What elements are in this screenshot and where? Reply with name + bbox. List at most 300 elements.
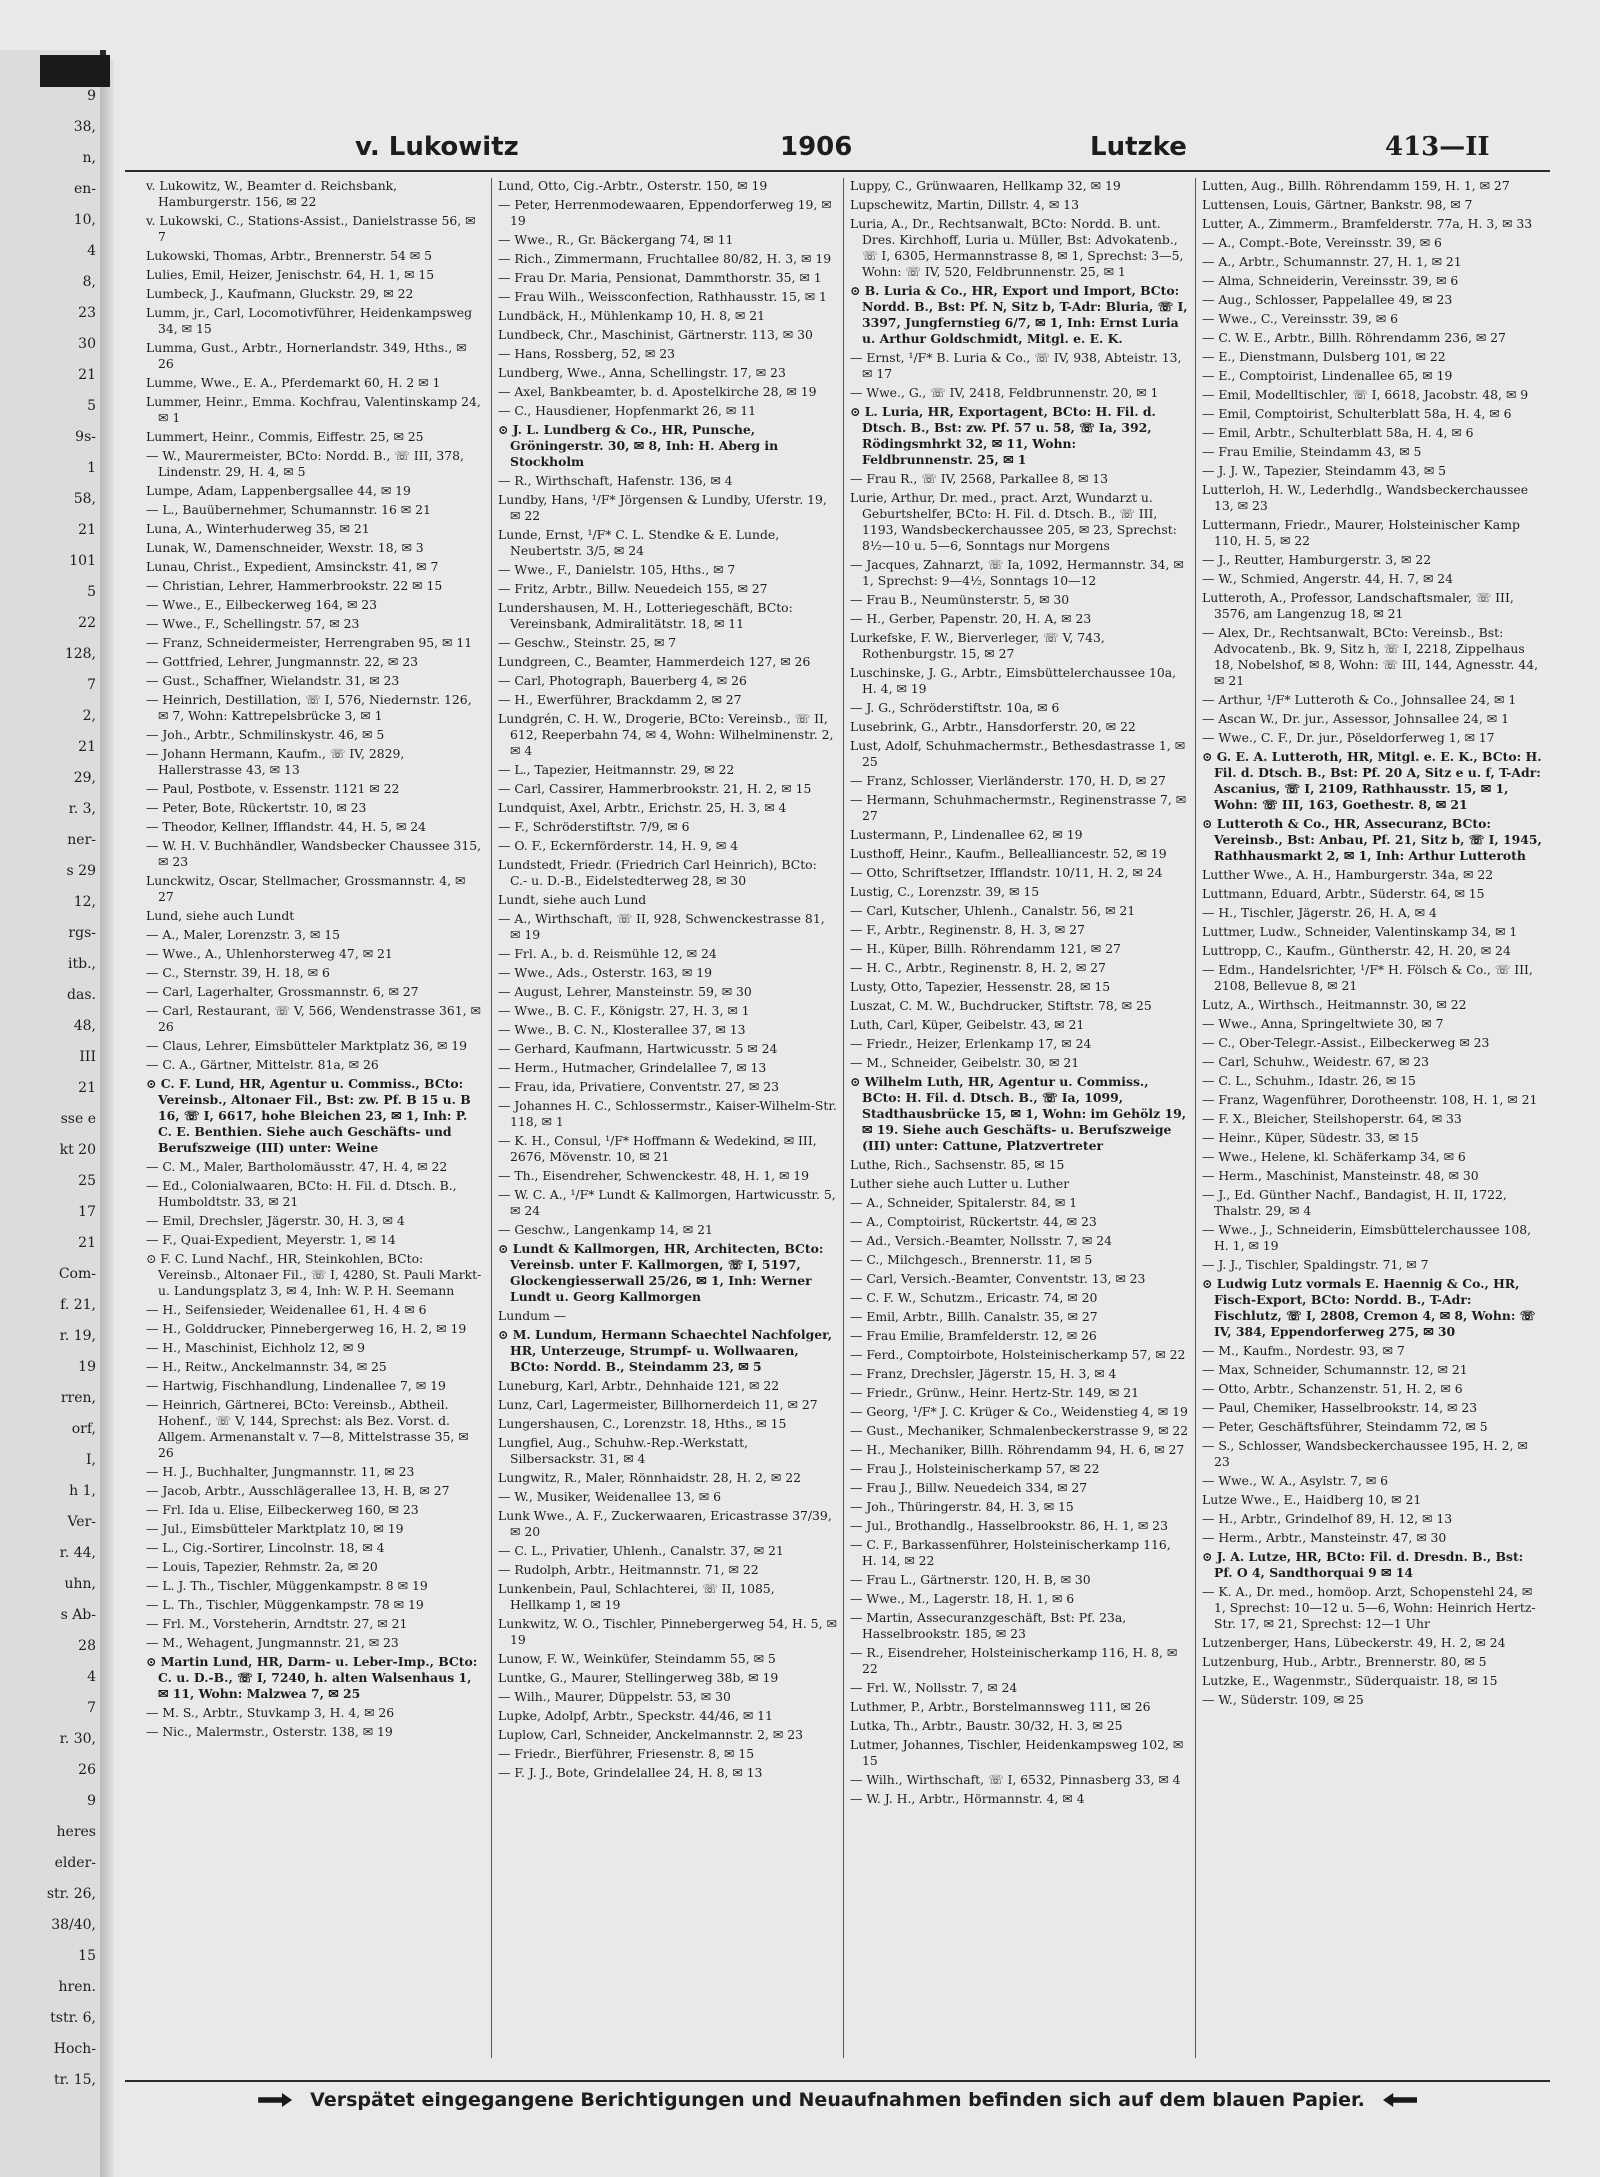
directory-entry: Luthe, Rich., Sachsenstr. 85, ✉ 15 bbox=[850, 1157, 1065, 1172]
directory-entry: Lustig, C., Lorenzstr. 39, ✉ 15 bbox=[850, 884, 1040, 899]
directory-entry: — Ascan W., Dr. jur., Assessor, Johnsallee 24, ✉ 1 bbox=[1202, 711, 1509, 726]
directory-entry: — Emil, Comptoirist, Schulterblatt 58a, H. 4, ✉ 6 bbox=[1202, 406, 1512, 421]
directory-entry: ⊙ J. A. Lutze, HR, BCto: Fil. d. Dresdn. B., Bst: Pf. O 4, Sandthorquai 9 ✉ 14 bbox=[1202, 1549, 1524, 1580]
prev-page-fragment: itb., bbox=[68, 956, 96, 972]
prev-page-fragment: 7 bbox=[87, 677, 96, 693]
directory-entry: — Wwe., J., Schneiderin, Eimsbüttelerchaussee 108, H. 1, ✉ 19 bbox=[1202, 1222, 1532, 1253]
directory-columns bbox=[140, 178, 1550, 2058]
directory-entry: — C., Ober-Telegr.-Assist., Eilbeckerweg ✉ 23 bbox=[1202, 1035, 1490, 1050]
directory-entry: — C. W. E., Arbtr., Billh. Röhrendamm 236, ✉ 27 bbox=[1202, 330, 1506, 345]
directory-entry: — Herm., Maschinist, Mansteinstr. 48, ✉ 30 bbox=[1202, 1168, 1479, 1183]
directory-entry: — Frl. W., Nollsstr. 7, ✉ 24 bbox=[850, 1680, 1018, 1695]
prev-page-fragment: sse e bbox=[60, 1111, 96, 1127]
directory-entry: Luttropp, C., Kaufm., Güntherstr. 42, H. 20, ✉ 24 bbox=[1202, 943, 1511, 958]
directory-entry: Lundbeck, Chr., Maschinist, Gärtnerstr. 113, ✉ 30 bbox=[498, 327, 813, 342]
directory-entry: — Arthur, ¹/F* Lutteroth & Co., Johnsallee 24, ✉ 1 bbox=[1202, 692, 1517, 707]
directory-entry: — Max, Schneider, Schumannstr. 12, ✉ 21 bbox=[1202, 1362, 1468, 1377]
prev-page-fragment: tstr. 6, bbox=[50, 2010, 96, 2026]
prev-page-fragment: 2, bbox=[82, 708, 96, 724]
directory-entry: ⊙ G. E. A. Lutteroth, HR, Mitgl. e. E. K., BCto: H. Fil. d. Dtsch. B., Bst: Pf. 20 A, Sitz e u. f, T-Adr: Ascanius, ☏ I, 2109, Rathhausstr. 15, ✉ 1, Wohn: ☏ III, 163, Goethestr. 8, ✉ 21 bbox=[1202, 749, 1542, 812]
directory-entry: — O. F., Eckernförderstr. 14, H. 9, ✉ 4 bbox=[498, 838, 739, 853]
directory-entry: ⊙ F. C. Lund Nachf., HR, Steinkohlen, BCto: Vereinsb., Altonaer Fil., ☏ I, 4280, St. Pauli Markt- u. Landungsplatz 3, ✉ 4, Inh: W. P. H. Seemann bbox=[146, 1251, 482, 1298]
directory-entry: — Axel, Bankbeamter, b. d. Apostelkirche 28, ✉ 19 bbox=[498, 384, 817, 399]
prev-page-fragment: 15 bbox=[78, 1948, 96, 1964]
directory-entry: — M., Schneider, Geibelstr. 30, ✉ 21 bbox=[850, 1055, 1080, 1070]
directory-entry: — J., Reutter, Hamburgerstr. 3, ✉ 22 bbox=[1202, 552, 1432, 567]
directory-entry: v. Lukowski, C., Stations-Assist., Danielstrasse 56, ✉ 7 bbox=[146, 213, 476, 244]
directory-entry: — Heinr., Küper, Südestr. 33, ✉ 15 bbox=[1202, 1130, 1419, 1145]
prev-page-fragment: rgs- bbox=[68, 925, 96, 941]
prev-page-fragment: 38, bbox=[73, 119, 96, 135]
directory-entry: — R., Eisendreher, Holsteinischerkamp 116, H. 8, ✉ 22 bbox=[850, 1645, 1178, 1676]
directory-entry: — Friedr., Heizer, Erlenkamp 17, ✉ 24 bbox=[850, 1036, 1092, 1051]
directory-entry: — Gerhard, Kaufmann, Hartwicusstr. 5 ✉ 24 bbox=[498, 1041, 778, 1056]
prev-page-fragment: r. 30, bbox=[59, 1731, 96, 1747]
directory-entry: — Gust., Mechaniker, Schmalenbeckerstrasse 9, ✉ 22 bbox=[850, 1423, 1189, 1438]
directory-entry: ⊙ Martin Lund, HR, Darm- u. Leber-Imp., BCto: C. u. D.-B., ☏ I, 7240, h. alten Walsenhaus 1, ✉ 11, Wohn: Malzwea 7, ✉ 25 bbox=[146, 1654, 478, 1701]
directory-entry: — L. Th., Tischler, Müggenkampstr. 78 ✉ 19 bbox=[146, 1597, 424, 1612]
directory-entry: Lurkefske, F. W., Bierverleger, ☏ V, 743, Rothenburgstr. 15, ✉ 27 bbox=[850, 630, 1105, 661]
prev-page-fragment: ner- bbox=[67, 832, 96, 848]
directory-entry: Luttmann, Eduard, Arbtr., Süderstr. 64, ✉ 15 bbox=[1202, 886, 1485, 901]
directory-entry: Lutzenburg, Hub., Arbtr., Brennerstr. 80, ✉ 5 bbox=[1202, 1654, 1487, 1669]
directory-entry: — Alex, Dr., Rechtsanwalt, BCto: Vereinsb., Bst: Advocatenb., Bk. 9, Sitz h, ☏ I, 2218, Zippelhaus 18, Nobelshof, ✉ 8, Wohn: ☏ III, 144, Agnesstr. 44, ✉ 21 bbox=[1202, 625, 1539, 688]
directory-entry: — Carl, Restaurant, ☏ V, 566, Wendenstrasse 361, ✉ 26 bbox=[146, 1003, 481, 1034]
directory-entry: — Frau J., Billw. Neuedeich 334, ✉ 27 bbox=[850, 1480, 1088, 1495]
prev-page-fragment: I, bbox=[86, 1452, 96, 1468]
prev-page-fragment: heres bbox=[56, 1824, 96, 1840]
directory-entry: Lundbäck, H., Mühlenkamp 10, H. 8, ✉ 21 bbox=[498, 308, 765, 323]
directory-entry: — E., Dienstmann, Dulsberg 101, ✉ 22 bbox=[1202, 349, 1446, 364]
directory-entry: — Franz, Drechsler, Jägerstr. 15, H. 3, ✉ 4 bbox=[850, 1366, 1117, 1381]
directory-entry: Lunau, Christ., Expedient, Amsinckstr. 41, ✉ 7 bbox=[146, 559, 439, 574]
directory-entry: Luszat, C. M. W., Buchdrucker, Stiftstr. 78, ✉ 25 bbox=[850, 998, 1152, 1013]
directory-entry: ⊙ Wilhelm Luth, HR, Agentur u. Commiss., BCto: H. Fil. d. Dtsch. B., ☏ Ia, 1099, Stadthausbrücke 15, ✉ 1, Wohn: im Gehölz 19, ✉ 19. Siehe auch Geschäfts- u. Berufszweige (III) unter: Cattune, Platzvertreter bbox=[850, 1074, 1187, 1153]
prev-page-fragment: Hoch- bbox=[53, 2041, 96, 2057]
directory-entry: — Ferd., Comptoirbote, Holsteinischerkamp 57, ✉ 22 bbox=[850, 1347, 1186, 1362]
directory-entry: — Franz, Schneidermeister, Herrengraben 95, ✉ 11 bbox=[146, 635, 473, 650]
prev-page-fragment: h 1, bbox=[69, 1483, 96, 1499]
directory-entry: — Martin, Assecuranzgeschäft, Bst: Pf. 23a, Hasselbrookstr. 185, ✉ 23 bbox=[850, 1610, 1127, 1641]
directory-entry: — H., Maschinist, Eichholz 12, ✉ 9 bbox=[146, 1340, 366, 1355]
directory-entry: — C. M., Maler, Bartholomäusstr. 47, H. 4, ✉ 22 bbox=[146, 1159, 448, 1174]
prev-page-fragment: 28 bbox=[78, 1638, 96, 1654]
directory-entry: Lundquist, Axel, Arbtr., Erichstr. 25, H. 3, ✉ 4 bbox=[498, 800, 787, 815]
directory-entry: — Wwe., B. C. F., Königstr. 27, H. 3, ✉ 1 bbox=[498, 1003, 750, 1018]
directory-entry: Lunckwitz, Oscar, Stellmacher, Grossmannstr. 4, ✉ 27 bbox=[146, 873, 466, 904]
directory-entry: — Joh., Arbtr., Schmilinskystr. 46, ✉ 5 bbox=[146, 727, 385, 742]
directory-entry: — Jul., Brothandlg., Hasselbrookstr. 86, H. 1, ✉ 23 bbox=[850, 1518, 1168, 1533]
directory-entry: — W., Süderstr. 109, ✉ 25 bbox=[1202, 1692, 1364, 1707]
directory-entry: — H., Golddrucker, Pinnebergerweg 16, H. 2, ✉ 19 bbox=[146, 1321, 467, 1336]
directory-entry: — Frau Emilie, Bramfelderstr. 12, ✉ 26 bbox=[850, 1328, 1097, 1343]
binding-mark bbox=[40, 55, 110, 87]
previous-page-margin bbox=[0, 50, 106, 2177]
directory-entry: Lutze Wwe., E., Haidberg 10, ✉ 21 bbox=[1202, 1492, 1422, 1507]
directory-entry: — Ad., Versich.-Beamter, Nollsstr. 7, ✉ 24 bbox=[850, 1233, 1112, 1248]
directory-entry: — J. G., Schröderstiftstr. 10a, ✉ 6 bbox=[850, 700, 1060, 715]
directory-entry: — Emil, Drechsler, Jägerstr. 30, H. 3, ✉ 4 bbox=[146, 1213, 405, 1228]
directory-entry: Lunz, Carl, Lagermeister, Billhornerdeich 11, ✉ 27 bbox=[498, 1397, 818, 1412]
directory-entry: Lundby, Hans, ¹/F* Jörgensen & Lundby, Uferstr. 19, ✉ 22 bbox=[498, 492, 827, 523]
directory-entry: — Theodor, Kellner, Ifflandstr. 44, H. 5, ✉ 24 bbox=[146, 819, 427, 834]
prev-page-fragment: 7 bbox=[87, 1700, 96, 1716]
directory-entry: Lurie, Arthur, Dr. med., pract. Arzt, Wundarzt u. Geburtshelfer, BCto: H. Fil. d. Dtsch. B., ☏ III, 1193, Wandsbeckerchaussee 205, ✉ 23, Sprechst: 8½—10 u. 5—6, Sonntags nur Morgens bbox=[850, 490, 1177, 553]
prev-page-fragment: f. 21, bbox=[60, 1297, 96, 1313]
column-3 bbox=[844, 178, 1196, 2058]
directory-entry: v. Lukowitz, W., Beamter d. Reichsbank, Hamburgerstr. 156, ✉ 22 bbox=[146, 178, 398, 209]
directory-page bbox=[125, 90, 1550, 2160]
prev-page-fragment: 4 bbox=[87, 1669, 96, 1685]
column-4 bbox=[1196, 178, 1548, 2058]
directory-entry: — H., Seifensieder, Weidenallee 61, H. 4 ✉ 6 bbox=[146, 1302, 427, 1317]
directory-entry: Lutten, Aug., Billh. Röhrendamm 159, H. 1, ✉ 27 bbox=[1202, 178, 1510, 193]
header-year: 1906 bbox=[780, 132, 853, 162]
directory-entry: Lupke, Adolpf, Arbtr., Speckstr. 44/46, ✉ 11 bbox=[498, 1708, 773, 1723]
directory-entry: — Emil, Arbtr., Schulterblatt 58a, H. 4, ✉ 6 bbox=[1202, 425, 1474, 440]
directory-entry: — E., Comptoirist, Lindenallee 65, ✉ 19 bbox=[1202, 368, 1453, 383]
directory-entry: Lukowski, Thomas, Arbtr., Brennerstr. 54 ✉ 5 bbox=[146, 248, 432, 263]
prev-page-fragment: orf, bbox=[71, 1421, 96, 1437]
directory-entry: — Rudolph, Arbtr., Heitmannstr. 71, ✉ 22 bbox=[498, 1562, 759, 1577]
prev-page-fragment: 9 bbox=[87, 88, 96, 104]
directory-entry: — Geschw., Langenkamp 14, ✉ 21 bbox=[498, 1222, 713, 1237]
directory-entry: — Peter, Geschäftsführer, Steindamm 72, ✉ 5 bbox=[1202, 1419, 1488, 1434]
prev-page-fragment: 101 bbox=[69, 553, 96, 569]
directory-entry: ⊙ L. Luria, HR, Exportagent, BCto: H. Fil. d. Dtsch. B., Bst: zw. Pf. 57 u. 58, ☏ Ia, 392, Rödingsmhrkt 32, ✉ 11, Wohn: Feldbrunnenstr. 25, ✉ 1 bbox=[850, 404, 1156, 467]
prev-page-fragment: 29, bbox=[73, 770, 96, 786]
directory-entry: — A., Comptoirist, Rückertstr. 44, ✉ 23 bbox=[850, 1214, 1097, 1229]
directory-entry: — W., Maurermeister, BCto: Nordd. B., ☏ III, 378, Lindenstr. 29, H. 4, ✉ 5 bbox=[146, 448, 464, 479]
directory-entry: Lutter, A., Zimmerm., Bramfelderstr. 77a, H. 3, ✉ 33 bbox=[1202, 216, 1533, 231]
prev-page-fragment: r. 3, bbox=[68, 801, 96, 817]
directory-entry: Lumpe, Adam, Lappenbergsallee 44, ✉ 19 bbox=[146, 483, 411, 498]
directory-entry: — Johannes H. C., Schlossermstr., Kaiser-Wilhelm-Str. 118, ✉ 1 bbox=[498, 1098, 837, 1129]
directory-entry: ⊙ Lundt & Kallmorgen, HR, Architecten, BCto: Vereinsb. unter F. Kallmorgen, ☏ I, 5197, Glockengiesserwall 25/26, ✉ 1, Inh: Werner Lundt u. Georg Kallmorgen bbox=[498, 1241, 824, 1304]
page-gutter bbox=[100, 60, 114, 2177]
directory-entry: — J. J. W., Tapezier, Steindamm 43, ✉ 5 bbox=[1202, 463, 1447, 478]
directory-entry: — Carl, Lagerhalter, Grossmannstr. 6, ✉ 27 bbox=[146, 984, 419, 999]
directory-entry: Lundstedt, Friedr. (Friedrich Carl Heinrich), BCto: C.- u. D.-B., Eidelstedterweg 28, ✉ 30 bbox=[498, 857, 817, 888]
directory-entry: Lummer, Heinr., Emma. Kochfrau, Valentinskamp 24, ✉ 1 bbox=[146, 394, 481, 425]
directory-entry: Lusty, Otto, Tapezier, Hessenstr. 28, ✉ 15 bbox=[850, 979, 1111, 994]
directory-entry: — Ed., Colonialwaaren, BCto: H. Fil. d. Dtsch. B., Humboldtstr. 33, ✉ 21 bbox=[146, 1178, 457, 1209]
prev-page-fragment: 21 bbox=[78, 1080, 96, 1096]
directory-entry: — H., Küper, Billh. Röhrendamm 121, ✉ 27 bbox=[850, 941, 1121, 956]
prev-page-fragment: elder- bbox=[54, 1855, 96, 1871]
directory-entry: Luther siehe auch Lutter u. Luther bbox=[850, 1176, 1070, 1191]
directory-entry: — A., Compt.-Bote, Vereinsstr. 39, ✉ 6 bbox=[1202, 235, 1442, 250]
directory-entry: — Wwe., Anna, Springeltwiete 30, ✉ 7 bbox=[1202, 1016, 1444, 1031]
page-footer bbox=[125, 2080, 1550, 2118]
directory-entry: — Wilh., Maurer, Düppelstr. 53, ✉ 30 bbox=[498, 1689, 731, 1704]
directory-entry: — Frl. M., Vorsteherin, Arndtstr. 27, ✉ 21 bbox=[146, 1616, 408, 1631]
directory-entry: — Wwe., W. A., Asylstr. 7, ✉ 6 bbox=[1202, 1473, 1389, 1488]
directory-entry: — H., Arbtr., Grindelhof 89, H. 12, ✉ 13 bbox=[1202, 1511, 1453, 1526]
directory-entry: — Frau Wilh., Weissconfection, Rathhausstr. 15, ✉ 1 bbox=[498, 289, 827, 304]
directory-entry: — Paul, Chemiker, Hasselbrookstr. 14, ✉ 23 bbox=[1202, 1400, 1478, 1415]
prev-page-fragment: Com- bbox=[58, 1266, 96, 1282]
directory-entry: — Georg, ¹/F* J. C. Krüger & Co., Weidenstieg 4, ✉ 19 bbox=[850, 1404, 1188, 1419]
directory-entry: Lundershausen, M. H., Lotteriegeschäft, BCto: Vereinsbank, Admiralitätstr. 18, ✉ 11 bbox=[498, 600, 793, 631]
directory-entry: — Carl, Photograph, Bauerberg 4, ✉ 26 bbox=[498, 673, 747, 688]
directory-entry: — K. H., Consul, ¹/F* Hoffmann & Wedekind, ✉ III, 2676, Mövenstr. 10, ✉ 21 bbox=[498, 1133, 817, 1164]
directory-entry: — Wwe., C., Vereinsstr. 39, ✉ 6 bbox=[1202, 311, 1398, 326]
directory-entry: — Frau Dr. Maria, Pensionat, Dammthorstr. 35, ✉ 1 bbox=[498, 270, 822, 285]
prev-page-fragment: 22 bbox=[78, 615, 96, 631]
directory-entry: — Emil, Arbtr., Billh. Canalstr. 35, ✉ 27 bbox=[850, 1309, 1098, 1324]
prev-page-fragment: 17 bbox=[78, 1204, 96, 1220]
directory-entry: — S., Schlosser, Wandsbeckerchaussee 195, H. 2, ✉ 23 bbox=[1202, 1438, 1528, 1469]
prev-page-fragment: 48, bbox=[73, 1018, 96, 1034]
directory-entry: — Johann Hermann, Kaufm., ☏ IV, 2829, Hallerstrasse 43, ✉ 13 bbox=[146, 746, 405, 777]
prev-page-fragment: tr. 15, bbox=[54, 2072, 96, 2088]
directory-entry: — H., Tischler, Jägerstr. 26, H. A, ✉ 4 bbox=[1202, 905, 1437, 920]
directory-entry: — Frl. Ida u. Elise, Eilbeckerweg 160, ✉ 23 bbox=[146, 1502, 419, 1517]
directory-entry: — Joh., Thüringerstr. 84, H. 3, ✉ 15 bbox=[850, 1499, 1074, 1514]
directory-entry: — Hermann, Schuhmachermstr., Reginenstrasse 7, ✉ 27 bbox=[850, 792, 1187, 823]
prev-page-fragment: 30 bbox=[78, 336, 96, 352]
directory-entry: Lunkenbein, Paul, Schlachterei, ☏ II, 1085, Hellkamp 1, ✉ 19 bbox=[498, 1581, 775, 1612]
directory-entry: — Friedr., Bierführer, Friesenstr. 8, ✉ 15 bbox=[498, 1746, 755, 1761]
directory-entry: — Peter, Herrenmodewaaren, Eppendorferweg 19, ✉ 19 bbox=[498, 197, 832, 228]
directory-entry: Lunk Wwe., A. F., Zuckerwaaren, Ericastrasse 37/39, ✉ 20 bbox=[498, 1508, 832, 1539]
directory-entry: — W. C. A., ¹/F* Lundt & Kallmorgen, Hartwicusstr. 5, ✉ 24 bbox=[498, 1187, 836, 1218]
directory-entry: — C. F. W., Schutzm., Ericastr. 74, ✉ 20 bbox=[850, 1290, 1098, 1305]
column-1 bbox=[140, 178, 492, 2058]
directory-entry: Lungfiel, Aug., Schuhw.-Rep.-Werkstatt, Silbersackstr. 31, ✉ 4 bbox=[498, 1435, 749, 1466]
directory-entry: — L., Cig.-Sortirer, Lincolnstr. 18, ✉ 4 bbox=[146, 1540, 385, 1555]
directory-entry: — Nic., Malermstr., Osterstr. 138, ✉ 19 bbox=[146, 1724, 393, 1739]
directory-entry: — Wwe., E., Eilbeckerweg 164, ✉ 23 bbox=[146, 597, 378, 612]
directory-entry: — M., Kaufm., Nordestr. 93, ✉ 7 bbox=[1202, 1343, 1405, 1358]
directory-entry: — J. J., Tischler, Spaldingstr. 71, ✉ 7 bbox=[1202, 1257, 1429, 1272]
directory-entry: — L., Tapezier, Heitmannstr. 29, ✉ 22 bbox=[498, 762, 735, 777]
directory-entry: Lungershausen, C., Lorenzstr. 18, Hths., ✉ 15 bbox=[498, 1416, 787, 1431]
directory-entry: — Louis, Tapezier, Rehmstr. 2a, ✉ 20 bbox=[146, 1559, 378, 1574]
directory-entry: — Rich., Zimmermann, Fruchtallee 80/82, H. 3, ✉ 19 bbox=[498, 251, 832, 266]
directory-entry: — A., Schneider, Spitalerstr. 84, ✉ 1 bbox=[850, 1195, 1078, 1210]
directory-entry: Lunde, Ernst, ¹/F* C. L. Stendke & E. Lunde, Neubertstr. 3/5, ✉ 24 bbox=[498, 527, 780, 558]
directory-entry: — F., Quai-Expedient, Meyerstr. 1, ✉ 14 bbox=[146, 1232, 396, 1247]
directory-entry: — Peter, Bote, Rückertstr. 10, ✉ 23 bbox=[146, 800, 367, 815]
directory-entry: — Frau B., Neumünsterstr. 5, ✉ 30 bbox=[850, 592, 1070, 607]
prev-page-fragment: uhn, bbox=[64, 1576, 96, 1592]
prev-page-fragment: r. 44, bbox=[59, 1545, 96, 1561]
directory-entry: Lutka, Th., Arbtr., Baustr. 30/32, H. 3, ✉ 25 bbox=[850, 1718, 1123, 1733]
directory-entry: Luna, A., Winterhuderweg 35, ✉ 21 bbox=[146, 521, 370, 536]
directory-entry: Lund, siehe auch Lundt bbox=[146, 908, 295, 923]
prev-page-fragment: 128, bbox=[64, 646, 96, 662]
directory-entry: Lundum — bbox=[498, 1308, 567, 1323]
directory-entry: — Claus, Lehrer, Eimsbütteler Marktplatz 36, ✉ 19 bbox=[146, 1038, 468, 1053]
directory-entry: — Otto, Schriftsetzer, Ifflandstr. 10/11, H. 2, ✉ 24 bbox=[850, 865, 1163, 880]
directory-entry: — Wwe., C. F., Dr. jur., Pöseldorferweg 1, ✉ 17 bbox=[1202, 730, 1495, 745]
directory-entry: — Wwe., B. C. N., Klosterallee 37, ✉ 13 bbox=[498, 1022, 746, 1037]
directory-entry: — Herm., Arbtr., Mansteinstr. 47, ✉ 30 bbox=[1202, 1530, 1447, 1545]
prev-page-fragment: 5 bbox=[87, 584, 96, 600]
directory-entry: — Edm., Handelsrichter, ¹/F* H. Fölsch & Co., ☏ III, 2108, Bellevue 8, ✉ 21 bbox=[1202, 962, 1533, 993]
directory-entry: — Wwe., Ads., Osterstr. 163, ✉ 19 bbox=[498, 965, 713, 980]
directory-entry: — Hartwig, Fischhandlung, Lindenallee 7, ✉ 19 bbox=[146, 1378, 446, 1393]
directory-entry: — H., Mechaniker, Billh. Röhrendamm 94, H. 6, ✉ 27 bbox=[850, 1442, 1185, 1457]
directory-entry: Lupschewitz, Martin, Dillstr. 4, ✉ 13 bbox=[850, 197, 1079, 212]
directory-entry: — Christian, Lehrer, Hammerbrookstr. 22 ✉ 15 bbox=[146, 578, 443, 593]
prev-page-fragment: rren, bbox=[60, 1390, 96, 1406]
directory-entry: — A., Wirthschaft, ☏ II, 928, Schwenckestrasse 81, ✉ 19 bbox=[498, 911, 825, 942]
directory-entry: — Alma, Schneiderin, Vereinsstr. 39, ✉ 6 bbox=[1202, 273, 1459, 288]
directory-entry: — W., Schmied, Angerstr. 44, H. 7, ✉ 24 bbox=[1202, 571, 1454, 586]
directory-entry: — W. H. V. Buchhändler, Wandsbecker Chaussee 315, ✉ 23 bbox=[146, 838, 482, 869]
prev-page-fragment: 58, bbox=[73, 491, 96, 507]
directory-entry: — F. J. J., Bote, Grindelallee 24, H. 8, ✉ 13 bbox=[498, 1765, 763, 1780]
directory-entry: ⊙ B. Luria & Co., HR, Export und Import, BCto: Nordd. B., Bst: Pf. N, Sitz b, T-Adr: Bluria, ☏ I, 3397, Jungfernstieg 6/7, ✉ 1, Inh: Ernst Luria u. Arthur Goldschmidt, Mitgl. e. E. K. bbox=[850, 283, 1188, 346]
directory-entry: Lutz, A., Wirthsch., Heitmannstr. 30, ✉ 22 bbox=[1202, 997, 1467, 1012]
prev-page-fragment: 21 bbox=[78, 522, 96, 538]
directory-entry: — Gottfried, Lehrer, Jungmannstr. 22, ✉ 23 bbox=[146, 654, 418, 669]
directory-entry: — Wwe., G., ☏ IV, 2418, Feldbrunnenstr. 20, ✉ 1 bbox=[850, 385, 1159, 400]
directory-entry: Lust, Adolf, Schuhmachermstr., Bethesdastrasse 1, ✉ 25 bbox=[850, 738, 1186, 769]
directory-entry: — Frau, ida, Privatiere, Conventstr. 27, ✉ 23 bbox=[498, 1079, 779, 1094]
directory-entry: Lutzenberger, Hans, Lübeckerstr. 49, H. 2, ✉ 24 bbox=[1202, 1635, 1506, 1650]
directory-entry: — K. A., Dr. med., homöop. Arzt, Schopenstehl 24, ✉ 1, Sprechst: 10—12 u. 5—6, Wohn: Heinrich Hertz-Str. 17, ✉ 21, Sprechst: 12—1 Uhr bbox=[1202, 1584, 1536, 1631]
directory-entry: — Franz, Schlosser, Vierländerstr. 170, H. D, ✉ 27 bbox=[850, 773, 1166, 788]
directory-entry: Lustermann, P., Lindenallee 62, ✉ 19 bbox=[850, 827, 1083, 842]
directory-entry: — J., Ed. Günther Nachf., Bandagist, H. II, 1722, Thalstr. 29, ✉ 4 bbox=[1202, 1187, 1507, 1218]
pointing-hand-icon bbox=[258, 2093, 292, 2107]
prev-page-fragment: 9s- bbox=[75, 429, 96, 445]
directory-entry: Lusebrink, G., Arbtr., Hansdorferstr. 20, ✉ 22 bbox=[850, 719, 1136, 734]
prev-page-fragment: 5 bbox=[87, 398, 96, 414]
directory-entry: — Frau J., Holsteinischerkamp 57, ✉ 22 bbox=[850, 1461, 1100, 1476]
directory-entry: — H., Gerber, Papenstr. 20, H. A, ✉ 23 bbox=[850, 611, 1092, 626]
directory-entry: Luppy, C., Grünwaaren, Hellkamp 32, ✉ 19 bbox=[850, 178, 1121, 193]
prev-page-fragment: 21 bbox=[78, 367, 96, 383]
directory-entry: Lumbeck, J., Kaufmann, Gluckstr. 29, ✉ 22 bbox=[146, 286, 414, 301]
directory-entry: Luttmer, Ludw., Schneider, Valentinskamp 34, ✉ 1 bbox=[1202, 924, 1518, 939]
prev-page-fragment: 38/40, bbox=[51, 1917, 96, 1933]
directory-entry: — Friedr., Grünw., Heinr. Hertz-Str. 149, ✉ 21 bbox=[850, 1385, 1139, 1400]
directory-entry: Luria, A., Dr., Rechtsanwalt, BCto: Nordd. B. unt. Dres. Kirchhoff, Luria u. Müller, Bst: Advokatenb., ☏ I, 6305, Hermannstrasse 8, ✉ 1, Sprechst: 3—5, Wohn: ☏ IV, 520, Feldbrunnenstr. 25, ✉ 1 bbox=[850, 216, 1184, 279]
directory-entry: ⊙ Ludwig Lutz vormals E. Haennig & Co., HR, Fisch-Export, BCto: Nordd. B., T-Adr: Fischlutz, ☏ I, 2808, Cremon 4, ✉ 8, Wohn: ☏ IV, 384, Eppendorferweg 275, ✉ 30 bbox=[1202, 1276, 1536, 1339]
directory-entry: Lunak, W., Damenschneider, Wexstr. 18, ✉ 3 bbox=[146, 540, 424, 555]
directory-entry: — Fritz, Arbtr., Billw. Neuedeich 155, ✉ 27 bbox=[498, 581, 768, 596]
directory-entry: Luttensen, Louis, Gärtner, Bankstr. 98, ✉ 7 bbox=[1202, 197, 1473, 212]
directory-entry: — C., Hausdiener, Hopfenmarkt 26, ✉ 11 bbox=[498, 403, 757, 418]
directory-entry: Lumm, jr., Carl, Locomotivführer, Heidenkampsweg 34, ✉ 15 bbox=[146, 305, 473, 336]
footer-notice: Verspätet eingegangene Berichtigungen und Neuaufnahmen befinden sich auf dem blauen Papier. bbox=[310, 2089, 1365, 2111]
directory-entry: Lundgrén, C. H. W., Drogerie, BCto: Vereinsb., ☏ II, 612, Reeperbahn 74, ✉ 4, Wohn: Wilhelminenstr. 2, ✉ 4 bbox=[498, 711, 834, 758]
directory-entry: — Heinrich, Gärtnerei, BCto: Vereinsb., Abtheil. Hohenf., ☏ V, 144, Sprechst: als Bez. Vorst. d. Allgem. Armenanstalt v. 7—8, Mittelstrasse 35, ✉ 26 bbox=[146, 1397, 469, 1460]
directory-entry: — R., Wirthschaft, Hafenstr. 136, ✉ 4 bbox=[498, 473, 733, 488]
prev-page-fragment: 12, bbox=[73, 894, 96, 910]
directory-entry: ⊙ J. L. Lundberg & Co., HR, Punsche, Gröningerstr. 30, ✉ 8, Inh: H. Aberg in Stockholm bbox=[498, 422, 779, 469]
directory-entry: — Th., Eisendreher, Schwenckestr. 48, H. 1, ✉ 19 bbox=[498, 1168, 810, 1183]
prev-page-fragment: 10, bbox=[73, 212, 96, 228]
directory-entry: Lungwitz, R., Maler, Rönnhaidstr. 28, H. 2, ✉ 22 bbox=[498, 1470, 801, 1485]
page-header bbox=[125, 130, 1550, 172]
directory-entry: — Wwe., F., Schellingstr. 57, ✉ 23 bbox=[146, 616, 360, 631]
page-number: 413—II bbox=[1385, 132, 1490, 162]
directory-entry: — Emil, Modelltischler, ☏ I, 6618, Jacobstr. 48, ✉ 9 bbox=[1202, 387, 1529, 402]
directory-entry: — H., Reitw., Anckelmannstr. 34, ✉ 25 bbox=[146, 1359, 387, 1374]
directory-entry: Luthmer, P., Arbtr., Borstelmannsweg 111, ✉ 26 bbox=[850, 1699, 1151, 1714]
prev-page-fragment: 1 bbox=[87, 460, 96, 476]
directory-entry: — W. J. H., Arbtr., Hörmannstr. 4, ✉ 4 bbox=[850, 1791, 1085, 1806]
prev-page-fragment: s Ab- bbox=[60, 1607, 96, 1623]
directory-entry: — Frau Emilie, Steindamm 43, ✉ 5 bbox=[1202, 444, 1422, 459]
directory-entry: — Wwe., A., Uhlenhorsterweg 47, ✉ 21 bbox=[146, 946, 393, 961]
directory-entry: — Carl, Cassirer, Hammerbrookstr. 21, H. 2, ✉ 15 bbox=[498, 781, 812, 796]
prev-page-fragment: str. 26, bbox=[46, 1886, 96, 1902]
prev-page-fragment: kt 20 bbox=[59, 1142, 96, 1158]
directory-entry: Lutzke, E., Wagenmstr., Süderquaistr. 18, ✉ 15 bbox=[1202, 1673, 1498, 1688]
directory-entry: — Frau L., Gärtnerstr. 120, H. B, ✉ 30 bbox=[850, 1572, 1091, 1587]
prev-page-fragment: 21 bbox=[78, 1235, 96, 1251]
header-first-name: v. Lukowitz bbox=[355, 132, 519, 162]
prev-page-fragment: 8, bbox=[82, 274, 96, 290]
directory-entry: Luttermann, Friedr., Maurer, Holsteinischer Kamp 110, H. 5, ✉ 22 bbox=[1202, 517, 1520, 548]
directory-entry: — Ernst, ¹/F* B. Luria & Co., ☏ IV, 938, Abteistr. 13, ✉ 17 bbox=[850, 350, 1182, 381]
prev-page-fragment: 19 bbox=[78, 1359, 96, 1375]
prev-page-fragment: en- bbox=[73, 181, 96, 197]
directory-entry: — A., Maler, Lorenzstr. 3, ✉ 15 bbox=[146, 927, 340, 942]
directory-entry: — M., Wehagent, Jungmannstr. 21, ✉ 23 bbox=[146, 1635, 399, 1650]
directory-entry: Luschinske, J. G., Arbtr., Eimsbüttelerchaussee 10a, H. 4, ✉ 19 bbox=[850, 665, 1177, 696]
pointing-hand-icon bbox=[1383, 2093, 1417, 2107]
directory-entry: — H. J., Buchhalter, Jungmannstr. 11, ✉ 23 bbox=[146, 1464, 415, 1479]
prev-page-fragment: r. 19, bbox=[59, 1328, 96, 1344]
prev-page-fragment: 4 bbox=[87, 243, 96, 259]
prev-page-fragment: s 29 bbox=[66, 863, 96, 879]
directory-entry: ⊙ Lutteroth & Co., HR, Assecuranz, BCto: Vereinsb., Bst: Anbau, Pf. 21, Sitz b, ☏ I, 1945, Rathhausmarkt 2, ✉ 1, Inh: Arthur Lutteroth bbox=[1202, 816, 1542, 863]
directory-entry: — Jacques, Zahnarzt, ☏ Ia, 1092, Hermannstr. 34, ✉ 1, Sprechst: 9—4½, Sonntags 10—12 bbox=[850, 557, 1184, 588]
directory-entry: Lundgreen, C., Beamter, Hammerdeich 127, ✉ 26 bbox=[498, 654, 811, 669]
directory-entry: — C. L., Privatier, Uhlenh., Canalstr. 37, ✉ 21 bbox=[498, 1543, 784, 1558]
directory-entry: — Wwe., Helene, kl. Schäferkamp 34, ✉ 6 bbox=[1202, 1149, 1466, 1164]
directory-entry: Luth, Carl, Küper, Geibelstr. 43, ✉ 21 bbox=[850, 1017, 1085, 1032]
directory-entry: — Frl. A., b. d. Reismühle 12, ✉ 24 bbox=[498, 946, 717, 961]
directory-entry: — F., Schröderstiftstr. 7/9, ✉ 6 bbox=[498, 819, 690, 834]
directory-entry: Lundberg, Wwe., Anna, Schellingstr. 17, ✉ 23 bbox=[498, 365, 786, 380]
directory-entry: — Heinrich, Destillation, ☏ I, 576, Niedernstr. 126, ✉ 7, Wohn: Kattrepelsbrücke 3, ✉ 1 bbox=[146, 692, 472, 723]
prev-page-fragment: 23 bbox=[78, 305, 96, 321]
directory-entry: — Jacob, Arbtr., Ausschlägerallee 13, H. B, ✉ 27 bbox=[146, 1483, 450, 1498]
directory-entry: — Frau R., ☏ IV, 2568, Parkallee 8, ✉ 13 bbox=[850, 471, 1109, 486]
directory-entry: Lusthoff, Heinr., Kaufm., Bellealliancestr. 52, ✉ 19 bbox=[850, 846, 1167, 861]
directory-entry: Lumma, Gust., Arbtr., Hornerlandstr. 349, Hths., ✉ 26 bbox=[146, 340, 467, 371]
directory-entry: — A., Arbtr., Schumannstr. 27, H. 1, ✉ 21 bbox=[1202, 254, 1462, 269]
directory-entry: — C., Sternstr. 39, H. 18, ✉ 6 bbox=[146, 965, 330, 980]
directory-entry: Luplow, Carl, Schneider, Anckelmannstr. 2, ✉ 23 bbox=[498, 1727, 803, 1742]
directory-entry: — Carl, Versich.-Beamter, Conventstr. 13, ✉ 23 bbox=[850, 1271, 1146, 1286]
directory-entry: Lulies, Emil, Heizer, Jenischstr. 64, H. 1, ✉ 15 bbox=[146, 267, 435, 282]
directory-entry: — F. X., Bleicher, Steilshoperstr. 64, ✉ 33 bbox=[1202, 1111, 1462, 1126]
prev-page-fragment: n, bbox=[82, 150, 96, 166]
directory-entry: — C., Milchgesch., Brennerstr. 11, ✉ 5 bbox=[850, 1252, 1093, 1267]
directory-entry: — Franz, Wagenführer, Dorotheenstr. 108, H. 1, ✉ 21 bbox=[1202, 1092, 1538, 1107]
header-last-name: Lutzke bbox=[1090, 132, 1187, 162]
directory-entry: — C. L., Schuhm., Idastr. 26, ✉ 15 bbox=[1202, 1073, 1416, 1088]
directory-entry: — Wilh., Wirthschaft, ☏ I, 6532, Pinnasberg 33, ✉ 4 bbox=[850, 1772, 1181, 1787]
directory-entry: — Geschw., Steinstr. 25, ✉ 7 bbox=[498, 635, 677, 650]
directory-entry: Lundt, siehe auch Lund bbox=[498, 892, 647, 907]
prev-page-fragment: 21 bbox=[78, 739, 96, 755]
prev-page-fragment: das. bbox=[67, 987, 96, 1003]
directory-entry: — Aug., Schlosser, Pappelallee 49, ✉ 23 bbox=[1202, 292, 1453, 307]
directory-entry: — Wwe., R., Gr. Bäckergang 74, ✉ 11 bbox=[498, 232, 734, 247]
directory-entry: Luntke, G., Maurer, Stellingerweg 38b, ✉ 19 bbox=[498, 1670, 779, 1685]
